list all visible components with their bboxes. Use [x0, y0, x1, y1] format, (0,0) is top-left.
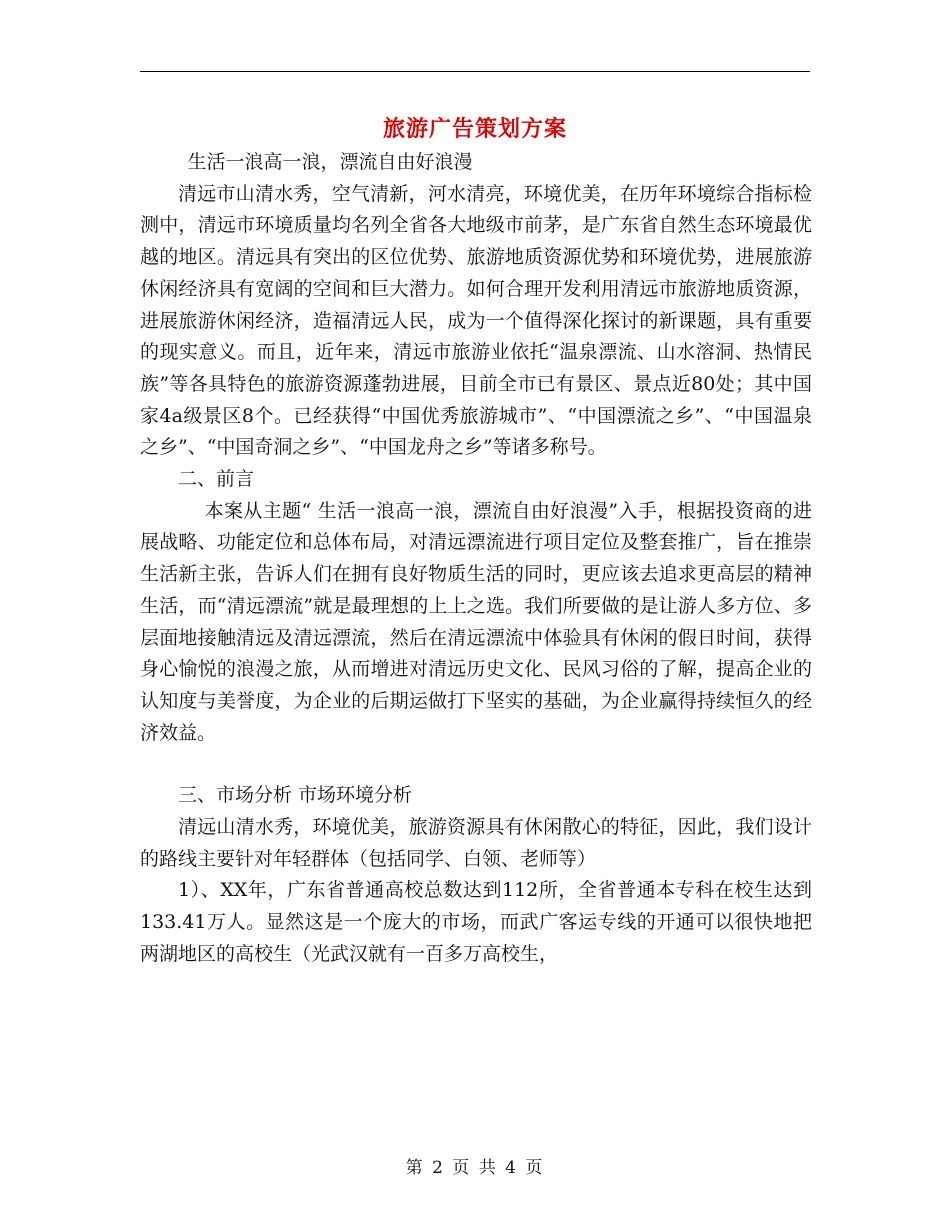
page-number: 第 2 页 共 4 页 — [405, 1158, 545, 1178]
market-paragraph: 清远山清水秀，环境优美，旅游资源具有休闲散心的特征，因此，我们设计的路线主要针对年轻群体（包括同学、白领、老师等） — [140, 816, 812, 870]
section-heading-market: 三、市场分析 市场环境分析 — [178, 784, 413, 807]
preface-paragraph: 本案从主题“ 生活一浪高一浪，漂流自由好浪漫”入手，根据投资商的进展战略、功能定位和总体布局，对清远漂流进行项目定位及整套推广，旨在推崇生活新主张，告诉人们在拥有良好物质生活的同时，更应该去追求更高层的精神生活，而“清远漂流”就是最理想的上上之选。我们所要做的是让游人多方位、多层面地接触清远及清远漂流，然后在清远漂流中体验具有休闲的假日时间，获得身心愉悦的浪漫之旅，从而增进对清远历史文化、民风习俗的了解，提高企业的认知度与美誉度，为企业的后期运做打下坚实的基础，为企业赢得持续恒久的经济效益。 — [140, 499, 812, 744]
section-heading-preface: 二、前言 — [178, 468, 255, 491]
document-body — [140, 147, 812, 971]
document-title: 旅游广告策划方案 — [382, 116, 567, 142]
intro-paragraph: 清远市山清水秀，空气清新，河水清亮，环境优美，在历年环境综合指标检测中，清远市环境质量均名列全省各大地级市前茅，是广东省自然生态环境最优越的地区。清远具有突出的区位优势、旅游地质资源优势和环境优势，进展旅游休闲经济具有宽阔的空间和巨大潜力。如何合理开发利用清远市旅游地质资源，进展旅游休闲经济，造福清远人民，成为一个值得深化探讨的新课题，具有重要的现实意义。而且，近年来，清远市旅游业依托“温泉漂流、山水溶洞、热情民族”等各具特色的旅游资源蓬勃进展，目前全市已有景区、景点近80处；其中国家4a级景区8个。已经获得“中国优秀旅游城市”、“中国漂流之乡”、“中国温泉之乡”、“中国奇洞之乡”、“中国龙舟之乡”等诸多称号。 — [140, 182, 812, 459]
market-item-paragraph: 1）、XX年，广东省普通高校总数达到112所，全省普通本专科在校生达到133.41万人。显然这是一个庞大的市场，而武广客运专线的开通可以很快地把两湖地区的高校生（光武汉就有一百多万高校生， — [140, 879, 812, 965]
slogan-paragraph: 生活一浪高一浪，漂流自由好浪漫 — [187, 151, 473, 173]
header-rule — [140, 71, 810, 72]
